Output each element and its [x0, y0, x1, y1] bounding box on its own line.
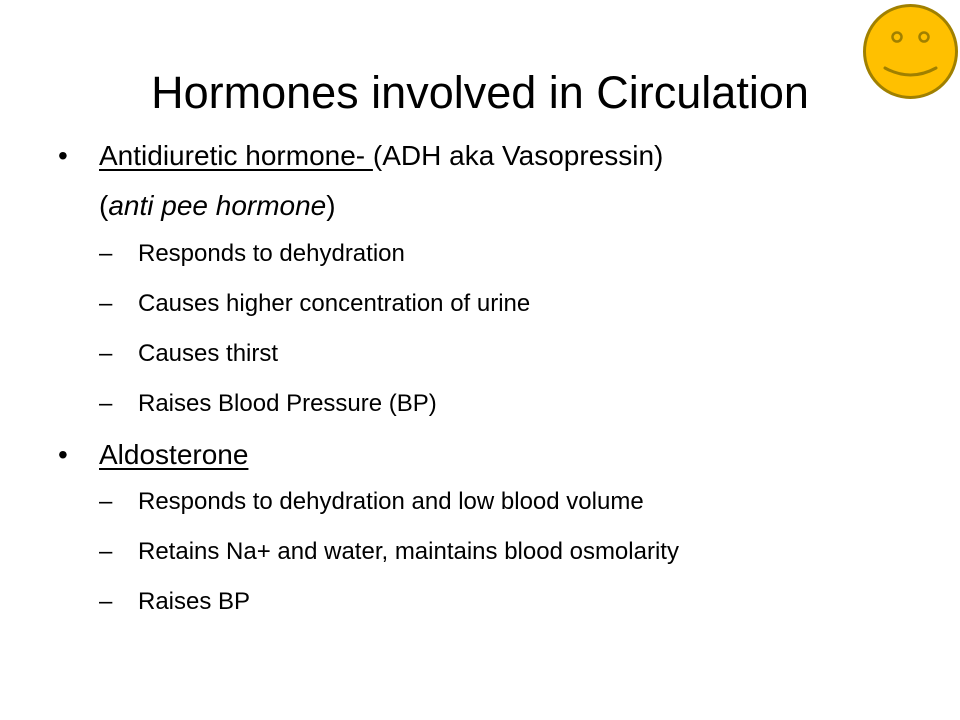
- adh-note-close: ): [326, 190, 336, 221]
- dash-glyph: –: [99, 538, 113, 565]
- sub-bullet: [58, 389, 938, 419]
- slide-body: [58, 136, 938, 617]
- bullet-dot: •: [58, 140, 68, 171]
- aldosterone-heading: Aldosterone: [99, 439, 249, 470]
- slide-title: Hormones involved in Circulation: [151, 67, 809, 118]
- sub-bullet-text: Retains Na+ and water, maintains blood osmolarity: [138, 538, 679, 565]
- dash-glyph: –: [99, 290, 113, 317]
- sub-bullet: [58, 537, 838, 567]
- adh-heading-rest: (ADH aka Vasopressin): [372, 140, 664, 171]
- sub-bullet-text: Responds to dehydration: [138, 240, 405, 267]
- sub-bullet: [58, 339, 938, 369]
- sub-bullet: [58, 587, 938, 617]
- dash-glyph: –: [99, 240, 113, 267]
- sub-bullet: [58, 487, 938, 517]
- adh-note: [58, 186, 938, 226]
- smiley-face-icon: [861, 2, 960, 101]
- dash-glyph: –: [99, 340, 113, 367]
- sub-bullet-text: Raises BP: [138, 588, 251, 615]
- smiley-face-circle: [865, 6, 957, 98]
- adh-note-open: (: [99, 190, 109, 221]
- dash-glyph: –: [99, 588, 113, 615]
- adh-note-italic: anti pee hormone: [108, 190, 327, 221]
- sub-bullet-text: Causes higher concentration of urine: [138, 290, 531, 317]
- sub-bullet-text: Raises Blood Pressure (BP): [138, 390, 437, 417]
- sub-bullet: [58, 239, 938, 269]
- dash-glyph: –: [99, 488, 113, 515]
- sub-bullet-text: Causes thirst: [138, 340, 279, 367]
- sub-bullet: [58, 289, 938, 319]
- sub-bullet-text: Responds to dehydration and low blood volume: [138, 488, 644, 515]
- bullet-adh: [58, 136, 938, 176]
- bullet-aldosterone: [58, 435, 938, 475]
- dash-glyph: –: [99, 390, 113, 417]
- bullet-dot: •: [58, 439, 68, 470]
- adh-heading: Antidiuretic hormone-: [99, 140, 373, 171]
